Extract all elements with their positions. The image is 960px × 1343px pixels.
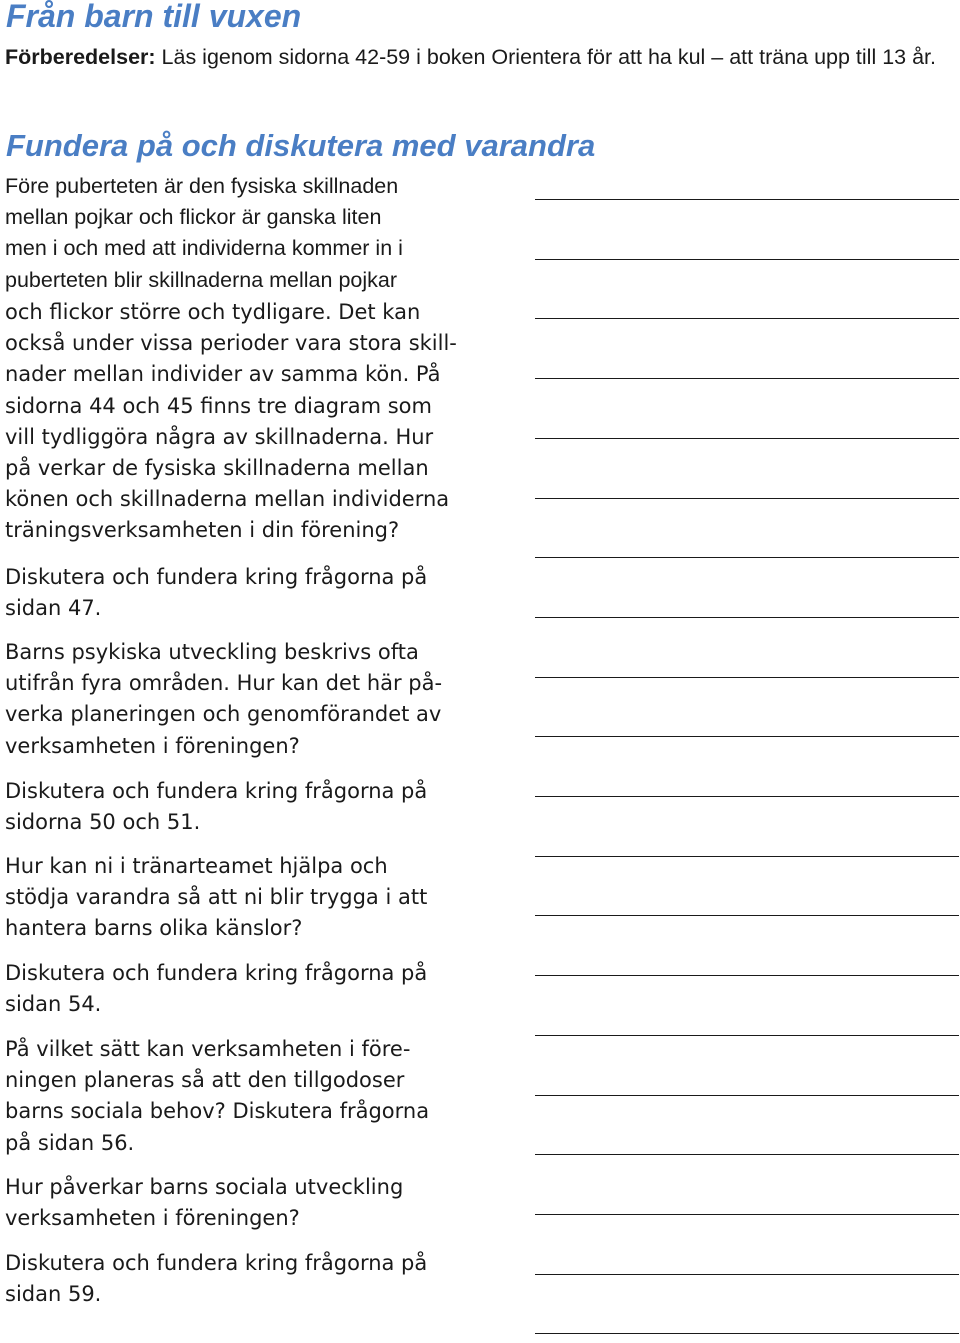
paragraph-line: Hur kan ni i tränarteamet hjälpa och: [5, 854, 388, 878]
intro-paragraph: [5, 171, 475, 296]
intro-line: puberteten blir skillnaderna mellan pojkar: [5, 267, 397, 292]
answer-line[interactable]: [535, 1035, 959, 1036]
answer-line[interactable]: [535, 1333, 959, 1334]
intro-line: men i och med att individerna kommer in i: [5, 236, 403, 261]
paragraph-line: Barns psykiska utveckling beskrivs ofta: [5, 640, 419, 664]
paragraph-line: Diskutera och fundera kring frågorna på: [5, 779, 428, 803]
paragraph-line: barns sociala behov? Diskutera frågorna: [5, 1099, 430, 1124]
answer-line[interactable]: [535, 199, 959, 200]
paragraph-line: ningen planeras så att den tillgodoser: [5, 1068, 405, 1093]
paragraph-line: Hur påverkar barns sociala utveckling: [5, 1175, 404, 1199]
discuss-paragraph-p47: [5, 562, 475, 624]
question-paragraph-psychological: [5, 637, 475, 762]
answer-line[interactable]: [535, 498, 959, 499]
question-paragraph-physical: [5, 297, 475, 547]
paragraph-line: Diskutera och fundera kring frågorna på: [5, 1251, 428, 1275]
paragraph-line: sidorna 50 och 51.: [5, 810, 201, 835]
discuss-paragraph-p50-51: [5, 776, 475, 838]
paragraph-line: verka planeringen och genomförandet av: [5, 702, 442, 727]
answer-line[interactable]: [535, 915, 959, 916]
section-title: Fundera på och diskutera med varandra: [6, 128, 596, 163]
paragraph-line: utifrån fyra områden. Hur kan det här på-: [5, 671, 443, 696]
paragraph-line: På vilket sätt kan verksamheten i före-: [5, 1037, 411, 1061]
answer-lines-column: [535, 0, 959, 1343]
page-title: Från barn till vuxen: [6, 0, 302, 34]
paragraph-line: också under vissa perioder vara stora skill-: [5, 331, 457, 356]
question-paragraph-emotions: [5, 851, 475, 945]
paragraph-line: träningsverksamheten i din förening?: [5, 518, 400, 543]
intro-line: Före puberteten är den fysiska skillnaden: [5, 174, 399, 198]
paragraph-line: sidan 59.: [5, 1282, 102, 1307]
answer-line[interactable]: [535, 796, 959, 797]
answer-line[interactable]: [535, 856, 959, 857]
paragraph-line: och flickor större och tydligare. Det kan: [5, 300, 421, 324]
paragraph-line: verksamheten i föreningen?: [5, 1206, 300, 1231]
paragraph-line: sidan 54.: [5, 992, 102, 1017]
answer-line[interactable]: [535, 1154, 959, 1155]
answer-line[interactable]: [535, 1214, 959, 1215]
answer-line[interactable]: [535, 438, 959, 439]
answer-line[interactable]: [535, 557, 959, 558]
answer-line[interactable]: [535, 736, 959, 737]
answer-line[interactable]: [535, 677, 959, 678]
paragraph-line: sidan 47.: [5, 596, 102, 621]
paragraph-line: Diskutera och fundera kring frågorna på: [5, 961, 428, 985]
paragraph-line: på verkar de fysiska skillnaderna mellan: [5, 456, 429, 481]
answer-line[interactable]: [535, 1274, 959, 1275]
preparation-text: Läs igenom sidorna 42-59 i boken Orientera för att ha kul – att träna upp till 13 år.: [155, 45, 936, 69]
answer-line[interactable]: [535, 378, 959, 379]
paragraph-line: stödja varandra så att ni blir trygga i att: [5, 885, 428, 910]
paragraph-line: vill tydliggöra några av skillnaderna. Hur: [5, 424, 434, 449]
paragraph-line: hantera barns olika känslor?: [5, 916, 303, 941]
discuss-paragraph-p54: [5, 958, 475, 1020]
paragraph-line: sidorna 44 och 45 finns tre diagram som: [5, 393, 432, 418]
paragraph-line: verksamheten i föreningen?: [5, 733, 300, 758]
preparation-label: Förberedelser:: [5, 45, 156, 69]
paragraph-line: Diskutera och fundera kring frågorna på: [5, 565, 428, 589]
paragraph-line: könen och skillnaderna mellan individerna: [5, 487, 450, 512]
discuss-paragraph-p59: [5, 1248, 475, 1310]
answer-line[interactable]: [535, 617, 959, 618]
paragraph-line: på sidan 56.: [5, 1130, 135, 1155]
intro-line: mellan pojkar och flickor är ganska liten: [5, 205, 382, 230]
answer-line[interactable]: [535, 259, 959, 260]
question-paragraph-social-needs: [5, 1034, 475, 1159]
question-paragraph-social-development: [5, 1172, 475, 1234]
paragraph-line: nader mellan individer av samma kön. På: [5, 362, 441, 387]
answer-line[interactable]: [535, 975, 959, 976]
answer-line[interactable]: [535, 1095, 959, 1096]
answer-line[interactable]: [535, 318, 959, 319]
